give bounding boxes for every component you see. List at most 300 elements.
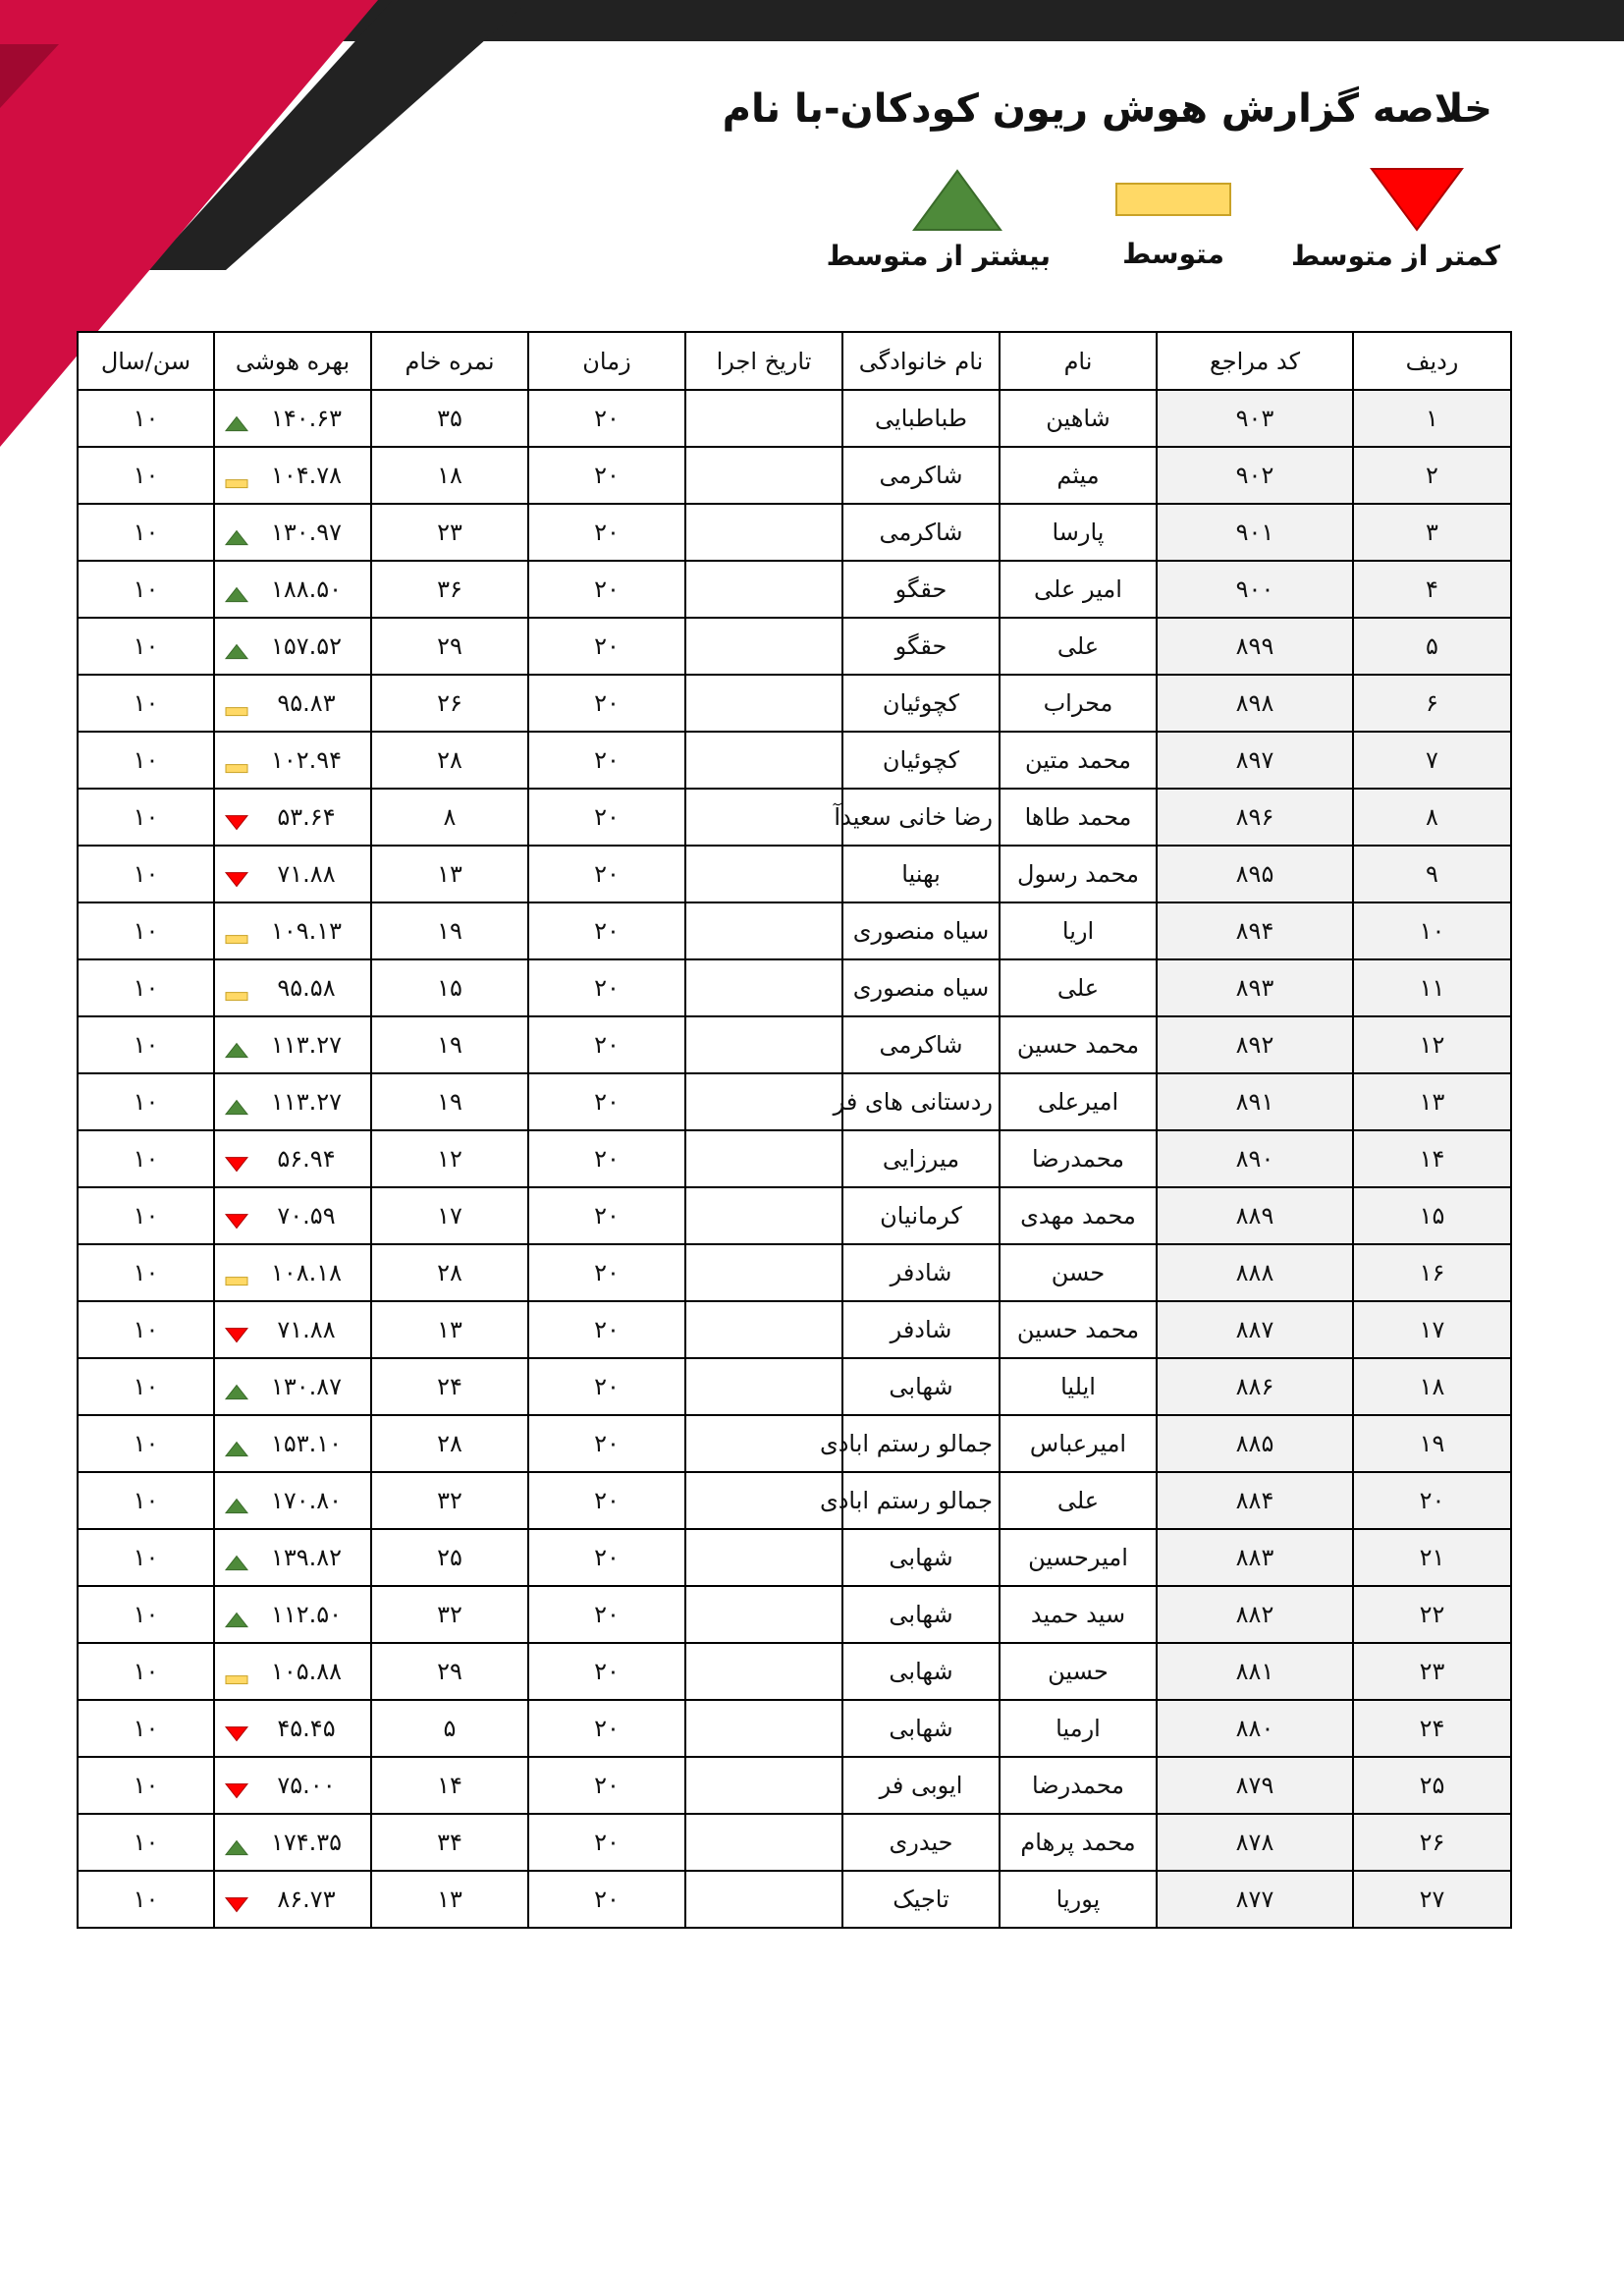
table-row (78, 1073, 1511, 1130)
cell-iq (214, 1643, 371, 1700)
cell-test-date (685, 959, 842, 1016)
cell-row-number: ۳ (1353, 504, 1511, 561)
cell-client-code: ۸۹۶ (1157, 789, 1353, 846)
cell-age: ۱۰ (78, 1244, 214, 1301)
cell-test-date (685, 1757, 842, 1814)
cell-row-number: ۲۵ (1353, 1757, 1511, 1814)
cell-test-date (685, 1016, 842, 1073)
cell-age: ۱۰ (78, 1871, 214, 1928)
cell-family-name: طباطبایی (842, 390, 1000, 447)
cell-first-name: محمد مهدی (1000, 1187, 1157, 1244)
iq-value: ۱۸۸.۵۰ (270, 575, 343, 603)
iq-value: ۸۶.۷۳ (277, 1886, 336, 1913)
cell-iq (214, 1757, 371, 1814)
iq-value: ۱۵۳.۱۰ (270, 1430, 343, 1457)
cell-age: ۱۰ (78, 390, 214, 447)
cell-time: ۲۰ (528, 1187, 685, 1244)
cell-raw-score: ۲۹ (371, 1643, 528, 1700)
cell-first-name: امیرعلی (1000, 1073, 1157, 1130)
iq-value: ۱۷۰.۸۰ (270, 1487, 343, 1514)
cell-time: ۲۰ (528, 390, 685, 447)
iq-value: ۴۵.۴۵ (277, 1715, 336, 1742)
cell-raw-score: ۱۳ (371, 1871, 528, 1928)
cell-raw-score: ۱۹ (371, 1073, 528, 1130)
cell-iq (214, 1700, 371, 1757)
cell-raw-score: ۲۳ (371, 504, 528, 561)
cell-time: ۲۰ (528, 447, 685, 504)
cell-raw-score: ۳۵ (371, 390, 528, 447)
yellow-bar-icon (225, 1265, 248, 1292)
cell-row-number: ۱ (1353, 390, 1511, 447)
table-row (78, 1871, 1511, 1928)
cell-age: ۱۰ (78, 789, 214, 846)
cell-test-date (685, 846, 842, 902)
cell-age: ۱۰ (78, 447, 214, 504)
cell-first-name: علی (1000, 1472, 1157, 1529)
cell-test-date (685, 447, 842, 504)
cell-client-code: ۸۹۰ (1157, 1130, 1353, 1187)
iq-value: ۱۳۹.۸۲ (270, 1544, 343, 1571)
iq-value: ۷۱.۸۸ (277, 860, 336, 888)
iq-value: ۷۵.۰۰ (277, 1772, 336, 1799)
legend-label: کمتر از متوسط (1291, 240, 1500, 272)
iq-value: ۱۰۹.۱۳ (270, 917, 343, 945)
page-title: خلاصه گزارش هوش ریون کودکان-با نام (722, 86, 1492, 132)
cell-row-number: ۹ (1353, 846, 1511, 902)
cell-iq (214, 618, 371, 675)
cell-client-code: ۸۷۸ (1157, 1814, 1353, 1871)
cell-client-code: ۸۹۱ (1157, 1073, 1353, 1130)
cell-iq (214, 902, 371, 959)
cell-raw-score: ۱۷ (371, 1187, 528, 1244)
cell-iq (214, 1415, 371, 1472)
cell-test-date (685, 902, 842, 959)
cell-first-name: شاهین (1000, 390, 1157, 447)
iq-value: ۱۰۲.۹۴ (270, 746, 343, 774)
cell-age: ۱۰ (78, 902, 214, 959)
iq-value: ۹۵.۵۸ (277, 974, 336, 1002)
cell-time: ۲۰ (528, 732, 685, 789)
table-header-row (78, 332, 1511, 390)
cell-first-name: ارمیا (1000, 1700, 1157, 1757)
cell-raw-score: ۲۸ (371, 1244, 528, 1301)
cell-age: ۱۰ (78, 1814, 214, 1871)
cell-time: ۲۰ (528, 789, 685, 846)
cell-age: ۱۰ (78, 1301, 214, 1358)
cell-test-date (685, 561, 842, 618)
cell-age: ۱۰ (78, 959, 214, 1016)
cell-raw-score: ۳۲ (371, 1472, 528, 1529)
table-row (78, 1187, 1511, 1244)
cell-row-number: ۱۴ (1353, 1130, 1511, 1187)
yellow-bar-icon (225, 980, 248, 1008)
iq-value: ۵۳.۶۴ (277, 803, 336, 831)
cell-age: ۱۰ (78, 561, 214, 618)
cell-client-code: ۹۰۱ (1157, 504, 1353, 561)
cell-family-name: تاجیک (842, 1871, 1000, 1928)
cell-family-name: حقگو (842, 561, 1000, 618)
cell-family-name: میرزایی (842, 1130, 1000, 1187)
cell-first-name: پوریا (1000, 1871, 1157, 1928)
cell-raw-score: ۳۲ (371, 1586, 528, 1643)
cell-client-code: ۸۸۴ (1157, 1472, 1353, 1529)
cell-family-name: شادفر (842, 1244, 1000, 1301)
legend-average (1110, 183, 1237, 270)
yellow-bar-icon (225, 1664, 248, 1691)
cell-raw-score: ۲۸ (371, 1415, 528, 1472)
cell-first-name: علی (1000, 959, 1157, 1016)
cell-age: ۱۰ (78, 1700, 214, 1757)
cell-iq (214, 732, 371, 789)
cell-age: ۱۰ (78, 1643, 214, 1700)
cell-client-code: ۸۸۵ (1157, 1415, 1353, 1472)
cell-iq (214, 1358, 371, 1415)
cell-raw-score: ۲۶ (371, 675, 528, 732)
cell-row-number: ۲۳ (1353, 1643, 1511, 1700)
up-triangle-icon (225, 1379, 248, 1406)
cell-raw-score: ۲۸ (371, 732, 528, 789)
cell-client-code: ۸۹۳ (1157, 959, 1353, 1016)
cell-first-name: محمد رسول (1000, 846, 1157, 902)
legend-label: بیشتر از متوسط (826, 240, 1051, 272)
cell-time: ۲۰ (528, 1814, 685, 1871)
legend-above-average (826, 169, 1051, 272)
cell-first-name: پارسا (1000, 504, 1157, 561)
cell-time: ۲۰ (528, 1871, 685, 1928)
cell-test-date (685, 1643, 842, 1700)
cell-row-number: ۲۶ (1353, 1814, 1511, 1871)
cell-family-name: حیدری (842, 1814, 1000, 1871)
cell-client-code: ۸۸۶ (1157, 1358, 1353, 1415)
cell-family-name: ردستانی های فر (842, 1073, 1000, 1130)
table-row (78, 1529, 1511, 1586)
cell-time: ۲۰ (528, 1073, 685, 1130)
cell-test-date (685, 1073, 842, 1130)
iq-value: ۱۷۴.۳۵ (270, 1829, 343, 1856)
cell-client-code: ۸۸۹ (1157, 1187, 1353, 1244)
iq-value: ۱۰۵.۸۸ (270, 1658, 343, 1685)
cell-first-name: امیرحسین (1000, 1529, 1157, 1586)
table-row (78, 1586, 1511, 1643)
cell-client-code: ۸۸۸ (1157, 1244, 1353, 1301)
cell-raw-score: ۳۶ (371, 561, 528, 618)
cell-iq (214, 1130, 371, 1187)
cell-first-name: حسین (1000, 1643, 1157, 1700)
cell-family-name: شهابی (842, 1700, 1000, 1757)
table-row (78, 447, 1511, 504)
cell-raw-score: ۲۵ (371, 1529, 528, 1586)
cell-row-number: ۸ (1353, 789, 1511, 846)
cell-time: ۲۰ (528, 902, 685, 959)
table-row (78, 390, 1511, 447)
cell-test-date (685, 1871, 842, 1928)
header-iq: بهره هوشی (214, 332, 371, 390)
cell-iq (214, 504, 371, 561)
cell-time: ۲۰ (528, 1415, 685, 1472)
table-row (78, 1415, 1511, 1472)
cell-age: ۱۰ (78, 732, 214, 789)
cell-client-code: ۹۰۲ (1157, 447, 1353, 504)
cell-first-name: میثم (1000, 447, 1157, 504)
cell-test-date (685, 1358, 842, 1415)
cell-iq (214, 561, 371, 618)
table-row (78, 732, 1511, 789)
cell-client-code: ۸۷۷ (1157, 1871, 1353, 1928)
cell-first-name: حسن (1000, 1244, 1157, 1301)
cell-test-date (685, 1130, 842, 1187)
cell-iq (214, 1814, 371, 1871)
cell-test-date (685, 1187, 842, 1244)
up-triangle-icon (225, 1493, 248, 1520)
cell-family-name: شاکرمی (842, 447, 1000, 504)
cell-family-name: جمالو رستم ابادی (842, 1415, 1000, 1472)
cell-family-name: شهابی (842, 1643, 1000, 1700)
table-row (78, 1301, 1511, 1358)
cell-first-name: امیر علی (1000, 561, 1157, 618)
iq-value: ۱۱۳.۲۷ (270, 1031, 343, 1059)
cell-age: ۱۰ (78, 1130, 214, 1187)
table-row (78, 902, 1511, 959)
cell-first-name: محراب (1000, 675, 1157, 732)
cell-time: ۲۰ (528, 959, 685, 1016)
down-triangle-icon (225, 866, 248, 894)
cell-age: ۱۰ (78, 1472, 214, 1529)
cell-row-number: ۱۰ (1353, 902, 1511, 959)
cell-family-name: شاکرمی (842, 504, 1000, 561)
table-row (78, 1016, 1511, 1073)
cell-family-name: شاکرمی (842, 1016, 1000, 1073)
table-row (78, 1244, 1511, 1301)
cell-time: ۲۰ (528, 675, 685, 732)
table-row (78, 1358, 1511, 1415)
cell-first-name: محمدرضا (1000, 1757, 1157, 1814)
cell-row-number: ۲۰ (1353, 1472, 1511, 1529)
cell-raw-score: ۵ (371, 1700, 528, 1757)
cell-age: ۱۰ (78, 504, 214, 561)
up-triangle-icon (225, 1607, 248, 1634)
cell-row-number: ۲ (1353, 447, 1511, 504)
header-time: زمان (528, 332, 685, 390)
cell-client-code: ۸۸۰ (1157, 1700, 1353, 1757)
cell-iq (214, 1301, 371, 1358)
cell-test-date (685, 789, 842, 846)
cell-iq (214, 1871, 371, 1928)
cell-iq (214, 1187, 371, 1244)
cell-family-name: جمالو رستم ابادی (842, 1472, 1000, 1529)
cell-iq (214, 390, 371, 447)
iq-value: ۱۱۳.۲۷ (270, 1088, 343, 1116)
cell-client-code: ۸۸۳ (1157, 1529, 1353, 1586)
iq-value: ۱۰۴.۷۸ (270, 462, 343, 489)
cell-raw-score: ۱۳ (371, 1301, 528, 1358)
up-triangle-icon (225, 638, 248, 666)
header-first-name: نام (1000, 332, 1157, 390)
cell-time: ۲۰ (528, 1244, 685, 1301)
cell-iq (214, 846, 371, 902)
cell-family-name: کچوئیان (842, 732, 1000, 789)
cell-family-name: شهابی (842, 1358, 1000, 1415)
iq-value: ۹۵.۸۳ (277, 689, 336, 717)
cell-time: ۲۰ (528, 1700, 685, 1757)
cell-iq (214, 1472, 371, 1529)
iq-value: ۱۰۸.۱۸ (270, 1259, 343, 1286)
cell-iq (214, 1016, 371, 1073)
cell-first-name: ایلیا (1000, 1358, 1157, 1415)
cell-family-name: سیاه منصوری (842, 959, 1000, 1016)
cell-iq (214, 789, 371, 846)
yellow-bar-icon (225, 752, 248, 780)
table-row (78, 846, 1511, 902)
cell-first-name: سید حمید (1000, 1586, 1157, 1643)
cell-test-date (685, 1700, 842, 1757)
cell-family-name: بهنیا (842, 846, 1000, 902)
cell-first-name: علی (1000, 618, 1157, 675)
cell-raw-score: ۱۴ (371, 1757, 528, 1814)
cell-family-name: کرمانیان (842, 1187, 1000, 1244)
cell-client-code: ۹۰۳ (1157, 390, 1353, 447)
table-row (78, 1700, 1511, 1757)
cell-client-code: ۸۸۲ (1157, 1586, 1353, 1643)
cell-client-code: ۸۹۸ (1157, 675, 1353, 732)
cell-iq (214, 1073, 371, 1130)
cell-test-date (685, 1529, 842, 1586)
cell-client-code: ۹۰۰ (1157, 561, 1353, 618)
down-triangle-icon (1370, 167, 1464, 232)
cell-age: ۱۰ (78, 1529, 214, 1586)
table-row (78, 789, 1511, 846)
cell-raw-score: ۲۴ (371, 1358, 528, 1415)
cell-time: ۲۰ (528, 561, 685, 618)
cell-iq (214, 1529, 371, 1586)
cell-row-number: ۱۲ (1353, 1016, 1511, 1073)
header-row-number: ردیف (1353, 332, 1511, 390)
cell-family-name: سیاه منصوری (842, 902, 1000, 959)
cell-age: ۱۰ (78, 618, 214, 675)
cell-raw-score: ۳۴ (371, 1814, 528, 1871)
cell-age: ۱۰ (78, 1358, 214, 1415)
cell-age: ۱۰ (78, 1187, 214, 1244)
cell-client-code: ۸۹۵ (1157, 846, 1353, 902)
cell-first-name: اریا (1000, 902, 1157, 959)
cell-iq (214, 1244, 371, 1301)
cell-test-date (685, 1586, 842, 1643)
table-row (78, 959, 1511, 1016)
cell-row-number: ۲۴ (1353, 1700, 1511, 1757)
table-row (78, 1130, 1511, 1187)
cell-family-name: کچوئیان (842, 675, 1000, 732)
cell-iq (214, 675, 371, 732)
cell-row-number: ۲۷ (1353, 1871, 1511, 1928)
cell-first-name: محمد حسین (1000, 1301, 1157, 1358)
cell-age: ۱۰ (78, 846, 214, 902)
cell-time: ۲۰ (528, 1643, 685, 1700)
cell-iq (214, 1586, 371, 1643)
down-triangle-icon (225, 1151, 248, 1178)
cell-row-number: ۱۷ (1353, 1301, 1511, 1358)
cell-age: ۱۰ (78, 1586, 214, 1643)
cell-time: ۲۰ (528, 1130, 685, 1187)
cell-test-date (685, 618, 842, 675)
down-triangle-icon (225, 1721, 248, 1748)
down-triangle-icon (225, 1777, 248, 1805)
cell-row-number: ۱۳ (1353, 1073, 1511, 1130)
cell-test-date (685, 1301, 842, 1358)
cell-family-name: رضا خانی سعیدآ (842, 789, 1000, 846)
cell-time: ۲۰ (528, 1472, 685, 1529)
yellow-bar-icon (1115, 183, 1231, 216)
cell-test-date (685, 390, 842, 447)
up-triangle-icon (225, 1037, 248, 1065)
cell-family-name: شهابی (842, 1529, 1000, 1586)
cell-row-number: ۱۶ (1353, 1244, 1511, 1301)
table-row (78, 618, 1511, 675)
cell-first-name: امیرعباس (1000, 1415, 1157, 1472)
table-row (78, 675, 1511, 732)
cell-age: ۱۰ (78, 1073, 214, 1130)
table-row (78, 561, 1511, 618)
cell-raw-score: ۱۳ (371, 846, 528, 902)
cell-iq (214, 959, 371, 1016)
cell-time: ۲۰ (528, 1586, 685, 1643)
cell-client-code: ۸۹۹ (1157, 618, 1353, 675)
cell-row-number: ۲۱ (1353, 1529, 1511, 1586)
yellow-bar-icon (225, 923, 248, 951)
cell-client-code: ۸۸۱ (1157, 1643, 1353, 1700)
cell-test-date (685, 504, 842, 561)
yellow-bar-icon (225, 467, 248, 495)
table-row (78, 1757, 1511, 1814)
cell-client-code: ۸۷۹ (1157, 1757, 1353, 1814)
cell-time: ۲۰ (528, 618, 685, 675)
cell-first-name: محمد حسین (1000, 1016, 1157, 1073)
iq-value: ۱۳۰.۸۷ (270, 1373, 343, 1400)
cell-family-name: حقگو (842, 618, 1000, 675)
cell-raw-score: ۱۲ (371, 1130, 528, 1187)
cell-iq (214, 447, 371, 504)
cell-row-number: ۱۱ (1353, 959, 1511, 1016)
header-test-date: تاریخ اجرا (685, 332, 842, 390)
cell-test-date (685, 675, 842, 732)
cell-client-code: ۸۹۴ (1157, 902, 1353, 959)
down-triangle-icon (225, 1891, 248, 1919)
cell-raw-score: ۱۵ (371, 959, 528, 1016)
cell-client-code: ۸۸۷ (1157, 1301, 1353, 1358)
cell-client-code: ۸۹۷ (1157, 732, 1353, 789)
cell-time: ۲۰ (528, 1358, 685, 1415)
header-family-name: نام خانوادگی (842, 332, 1000, 390)
cell-age: ۱۰ (78, 1016, 214, 1073)
cell-time: ۲۰ (528, 846, 685, 902)
cell-row-number: ۲۲ (1353, 1586, 1511, 1643)
cell-test-date (685, 1244, 842, 1301)
cell-raw-score: ۲۹ (371, 618, 528, 675)
down-triangle-icon (225, 809, 248, 837)
cell-first-name: محمد پرهام (1000, 1814, 1157, 1871)
cell-time: ۲۰ (528, 1016, 685, 1073)
cell-row-number: ۴ (1353, 561, 1511, 618)
cell-row-number: ۱۹ (1353, 1415, 1511, 1472)
cell-first-name: محمد طاها (1000, 789, 1157, 846)
cell-time: ۲۰ (528, 1301, 685, 1358)
up-triangle-icon (912, 169, 1002, 232)
up-triangle-icon (225, 524, 248, 552)
iq-value: ۵۶.۹۴ (277, 1145, 336, 1173)
down-triangle-icon (225, 1322, 248, 1349)
legend-label: متوسط (1122, 238, 1224, 270)
cell-time: ۲۰ (528, 504, 685, 561)
up-triangle-icon (225, 410, 248, 438)
table-row (78, 1472, 1511, 1529)
